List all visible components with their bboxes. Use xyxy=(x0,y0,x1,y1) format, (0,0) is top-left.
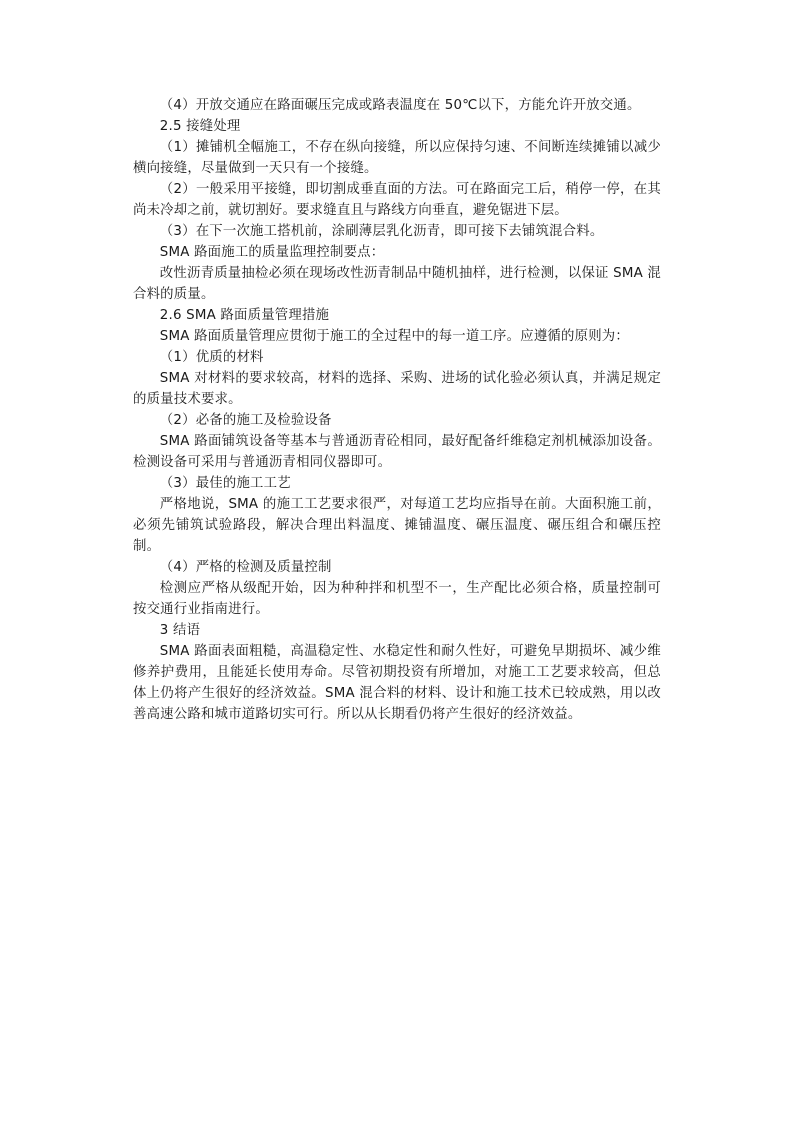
document-body xyxy=(133,95,661,725)
paragraph-principles: SMA 路面质量管理应贯彻于施工的全过程中的每一道工序。应遵循的原则为： xyxy=(159,329,629,344)
paragraph-inspection: 检测应严格从级配开始，因为种种拌和机型不一，生产配比必须合格，质量控制可按交通行业指南进行。 xyxy=(133,581,661,617)
paragraph-open-traffic: （4）开放交通应在路面碾压完成或路表温度在 50℃以下，方能允许开放交通。 xyxy=(159,98,641,113)
section-heading-3: 3 结语 xyxy=(159,623,201,638)
paragraph-materials: SMA 对材料的要求较高，材料的选择、采购、进场的试化验必须认真，并满足规定的质量技术要求。 xyxy=(133,371,661,407)
section-heading-2-6: 2.6 SMA 路面质量管理措施 xyxy=(159,308,330,323)
subheading-equipment: （2）必备的施工及检验设备 xyxy=(159,413,332,428)
paragraph-equipment: SMA 路面铺筑设备等基本与普通沥青砼相同，最好配备纤维稳定剂机械添加设备。检测设备可采用与普通沥青相同仪器即可。 xyxy=(133,434,661,470)
paragraph-conclusion: SMA 路面表面粗糙，高温稳定性、水稳定性和耐久性好，可避免早期损坏、减少维修养护费用，且能延长使用寿命。尽管初期投资有所增加，对施工工艺要求较高，但总体上仍将产生很好的经济效益。SMA 混合料的材料、设计和施工技术已较成熟，用以改善高速公路和城市道路切实可行。所以从长期看仍将产生很好的经济效益。 xyxy=(133,644,661,722)
paragraph-supervision-body: 改性沥青质量抽检必须在现场改性沥青制品中随机抽样，进行检测，以保证 SMA 混合料的质量。 xyxy=(133,266,661,302)
subheading-process: （3）最佳的施工工艺 xyxy=(159,476,291,491)
section-heading-2-5: 2.5 接缝处理 xyxy=(159,119,241,134)
subheading-materials: （1）优质的材料 xyxy=(159,350,264,365)
paragraph-joint-2: （2）一般采用平接缝，即切割成垂直面的方法。可在路面完工后，稍停一停，在其尚未冷却之前，就切割好。要求缝直且与路线方向垂直，避免锯进下层。 xyxy=(133,182,661,218)
paragraph-process: 严格地说，SMA 的施工工艺要求很严，对每道工艺均应指导在前。大面积施工前，必须先铺筑试验路段，解决合理出料温度、摊铺温度、碾压温度、碾压组合和碾压控制。 xyxy=(133,497,661,554)
subheading-inspection: （4）严格的检测及质量控制 xyxy=(159,560,332,575)
paragraph-joint-1: （1）摊铺机全幅施工，不存在纵向接缝，所以应保持匀速、不间断连续摊铺以减少横向接缝，尽量做到一天只有一个接缝。 xyxy=(133,140,661,176)
paragraph-joint-3: （3）在下一次施工搭机前，涂刷薄层乳化沥青，即可接下去铺筑混合料。 xyxy=(159,224,604,239)
paragraph-supervision-title: SMA 路面施工的质量监理控制要点： xyxy=(159,245,385,260)
